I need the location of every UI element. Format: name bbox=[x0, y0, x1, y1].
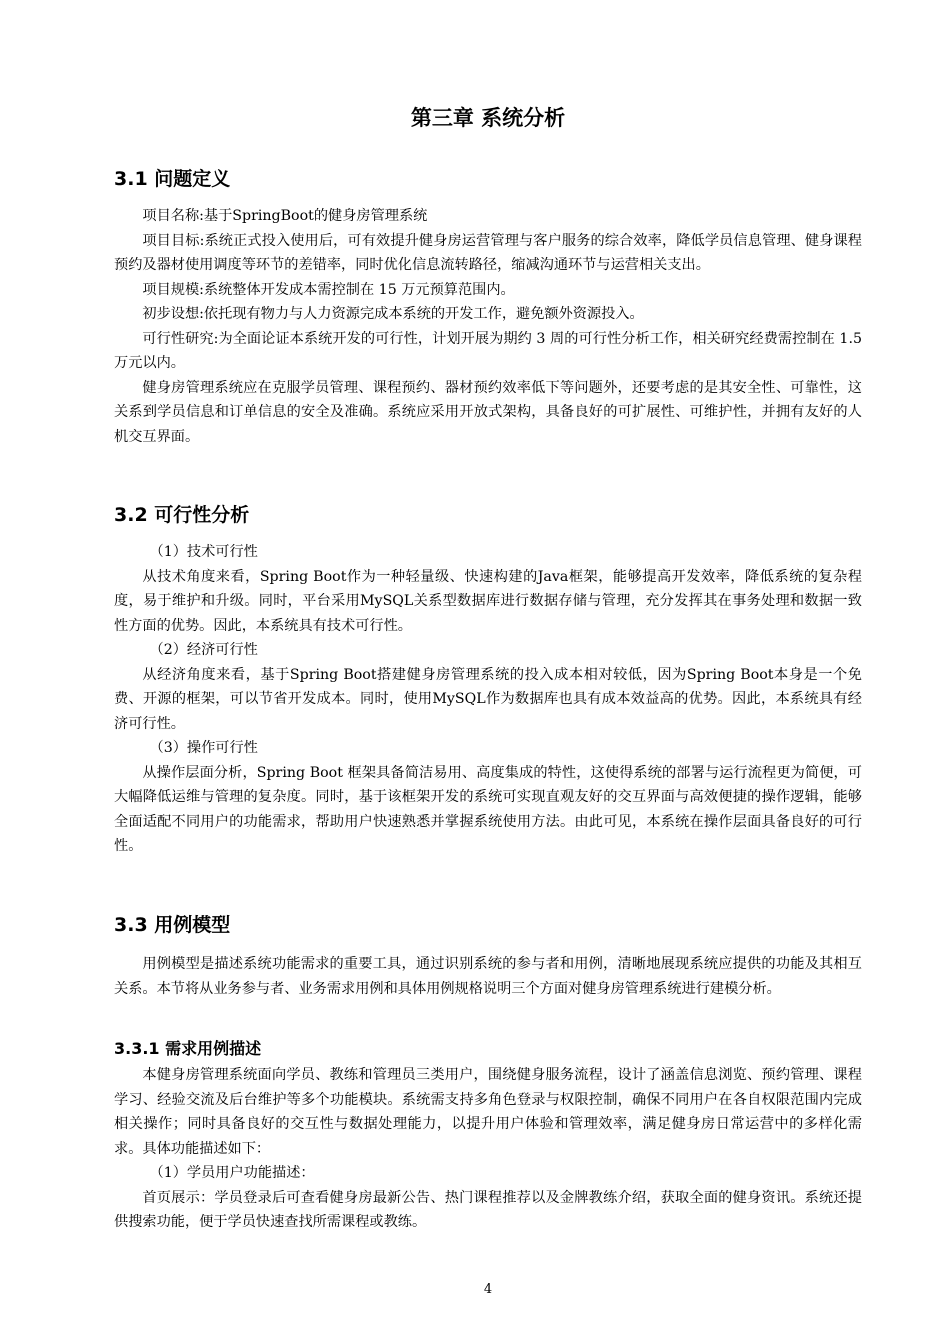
tech-feasibility-paragraph: 从技术角度来看，Spring Boot作为一种轻量级、快速构建的Java框架，能够提高开发效率，降低系统的复杂程度，易于维护和升级。同时，平台采用MySQL关系型数据库进行数据存储与管理，充分发挥其在事务处理和数据一致性方面的优势。因此，本系统具有技术可行性。 bbox=[114, 568, 862, 634]
section-heading-3-2: 3.2 可行性分析 bbox=[114, 504, 250, 526]
system-requirement-paragraph: 健身房管理系统应在克服学员管理、课程预约、器材预约效率低下等问题外，还要考虑的是其安全性、可靠性，这关系到学员信息和订单信息的安全及准确。系统应采用开放式架构，具备良好的可扩展性、可维护性，并拥有友好的人机交互界面。 bbox=[114, 379, 862, 445]
section-3-3-1-body bbox=[114, 1063, 862, 1235]
page-number: 4 bbox=[483, 1282, 493, 1297]
op-feasibility-label: （3）操作可行性 bbox=[149, 740, 258, 756]
student-functions-label: （1）学员用户功能描述： bbox=[149, 1165, 315, 1181]
section-3-2-body bbox=[114, 540, 862, 859]
section-3-1 bbox=[114, 166, 862, 192]
chapter-title: 第三章 系统分析 bbox=[410, 106, 566, 130]
use-case-intro-paragraph: 用例模型是描述系统功能需求的重要工具，通过识别系统的参与者和用例，清晰地展现系统应提供的功能及其相互关系。本节将从业务参与者、业务需求用例和具体用例规格说明三个方面对健身房管理系统进行建模分析。 bbox=[114, 956, 862, 997]
section-3-3 bbox=[114, 912, 862, 938]
section-3-2 bbox=[114, 502, 862, 528]
section-heading-3-3-1: 3.3.1 需求用例描述 bbox=[114, 1039, 262, 1058]
tech-feasibility-label: （1）技术可行性 bbox=[149, 544, 258, 560]
econ-feasibility-paragraph: 从经济角度来看，基于Spring Boot搭建健身房管理系统的投入成本相对较低，因为Spring Boot本身是一个免费、开源的框架，可以节省开发成本。同时，使用MySQL作为数据库也具有成本效益高的优势。因此，本系统具有经济可行性。 bbox=[114, 666, 862, 732]
project-goal-paragraph: 项目目标:系统正式投入使用后，可有效提升健身房运营管理与客户服务的综合效率，降低学员信息管理、健身课程预约及器材使用调度等环节的差错率，同时优化信息流转路径，缩减沟通环节与运营相关支出。 bbox=[114, 232, 862, 273]
homepage-display-paragraph: 首页展示：学员登录后可查看健身房最新公告、热门课程推荐以及金牌教练介绍，获取全面的健身资讯。系统还提供搜索功能，便于学员快速查找所需课程或教练。 bbox=[114, 1189, 862, 1230]
section-3-3-body bbox=[114, 952, 862, 1001]
project-name-paragraph: 项目名称:基于SpringBoot的健身房管理系统 bbox=[142, 208, 428, 224]
section-3-1-body bbox=[114, 204, 862, 449]
section-3-3-1 bbox=[114, 1038, 862, 1060]
section-heading-3-1: 3.1 问题定义 bbox=[114, 168, 231, 190]
econ-feasibility-label: （2）经济可行性 bbox=[149, 642, 258, 658]
section-heading-3-3: 3.3 用例模型 bbox=[114, 914, 231, 936]
document-page bbox=[114, 0, 862, 1344]
requirements-intro-paragraph: 本健身房管理系统面向学员、教练和管理员三类用户，围绕健身服务流程，设计了涵盖信息浏览、预约管理、课程学习、经验交流及后台维护等多个功能模块。系统需支持多角色登录与权限控制，确保不同用户在各自权限范围内完成相关操作；同时具备良好的交互性与数据处理能力，以提升用户体验和管理效率，满足健身房日常运营中的多样化需求。具体功能描述如下： bbox=[114, 1067, 862, 1157]
op-feasibility-paragraph: 从操作层面分析，Spring Boot 框架具备简洁易用、高度集成的特性，这使得系统的部署与运行流程更为简便，可大幅降低运维与管理的复杂度。同时，基于该框架开发的系统可实现直观友好的交互界面与高效便捷的操作逻辑，能够全面适配不同用户的功能需求，帮助用户快速熟悉并掌握系统使用方法。由此可见，本系统在操作层面具备良好的可行性。 bbox=[114, 764, 862, 854]
feasibility-study-paragraph: 可行性研究:为全面论证本系统开发的可行性，计划开展为期约 3 周的可行性分析工作，相关研究经费需控制在 1.5 万元以内。 bbox=[114, 330, 862, 371]
initial-plan-paragraph: 初步设想:依托现有物力与人力资源完成本系统的开发工作，避免额外资源投入。 bbox=[142, 306, 644, 322]
project-scale-paragraph: 项目规模:系统整体开发成本需控制在 15 万元预算范围内。 bbox=[142, 281, 515, 298]
